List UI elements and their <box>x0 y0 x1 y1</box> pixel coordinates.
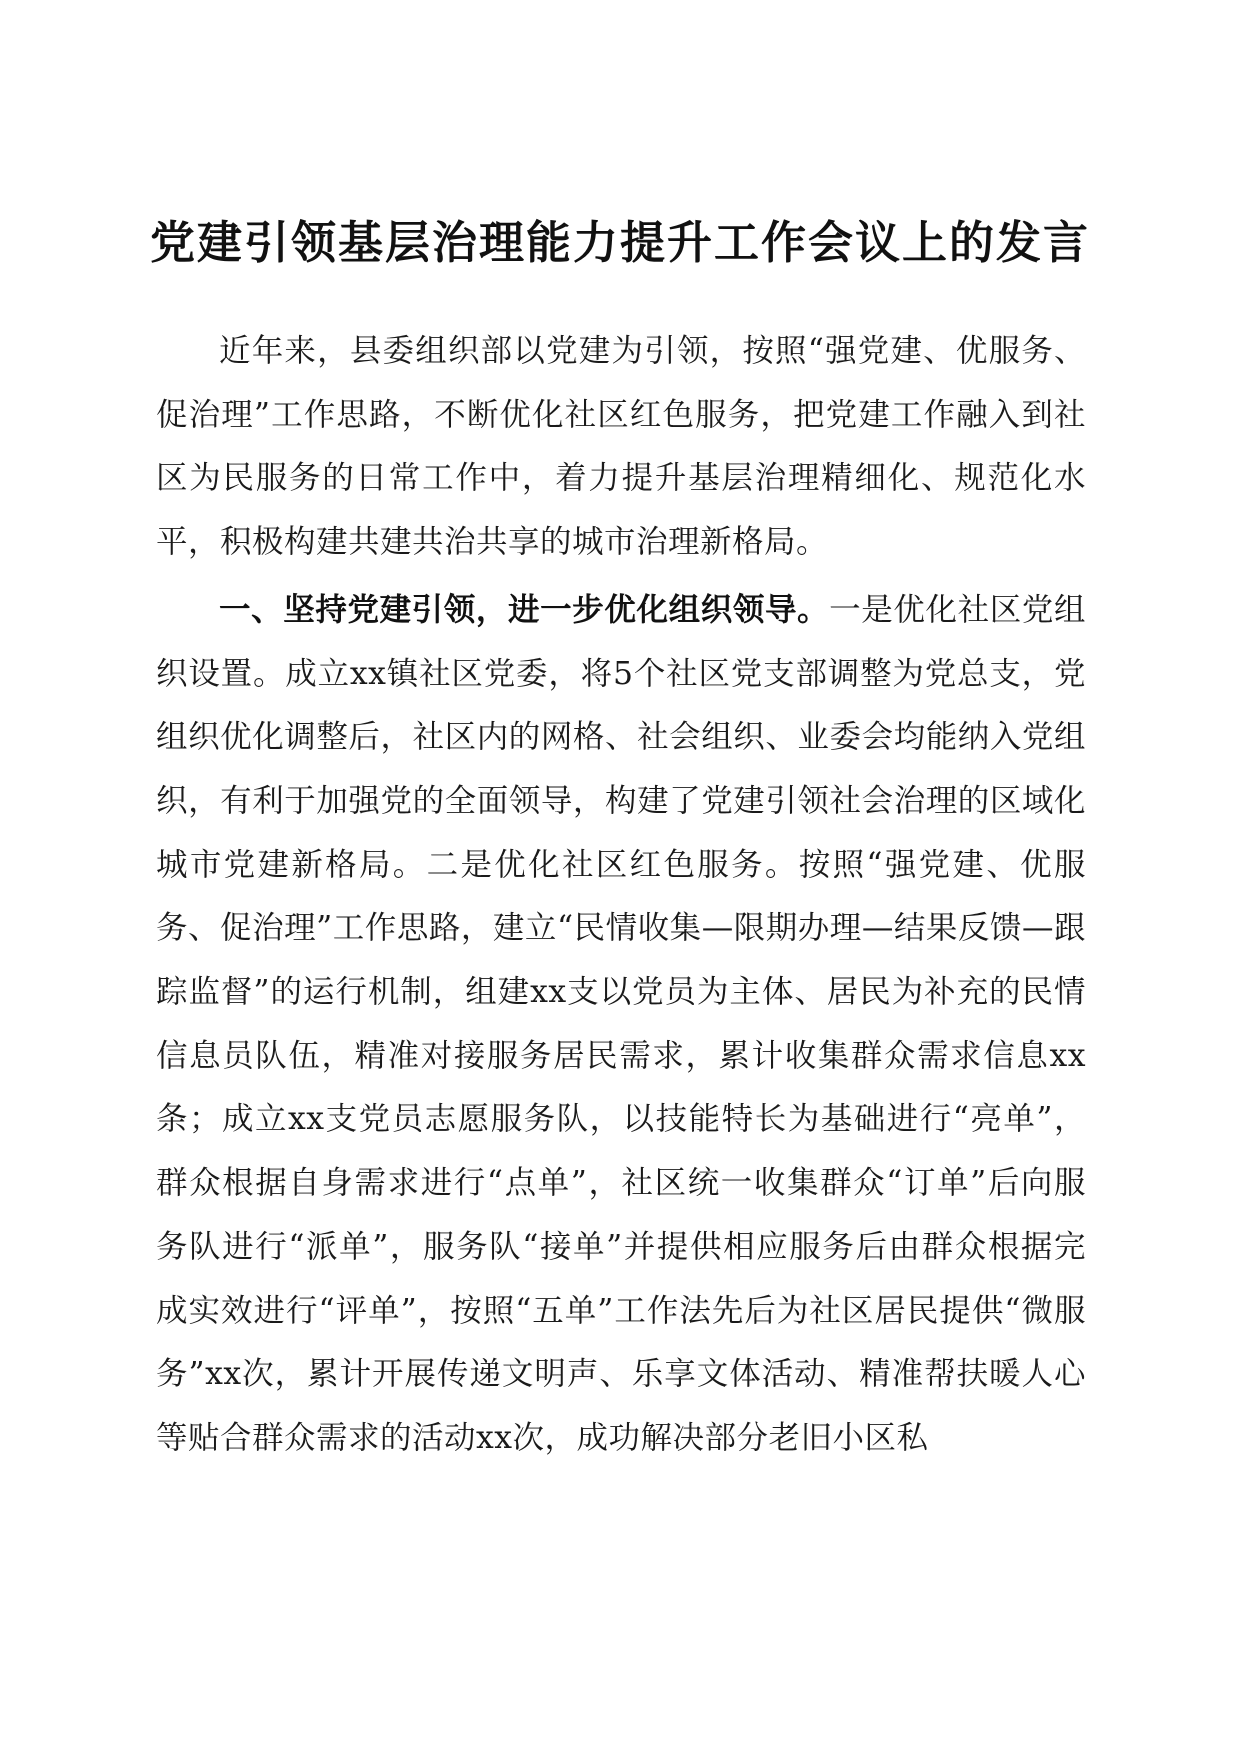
section-1-body: 一是优化社区党组织设置。成立xx镇社区党委，将5个社区党支部调整为党总支，党组织优化调整后，社区内的网格、社会组织、业委会均能纳入党组织，有利于加强党的全面领导，构建了党建引领社会治理的区域化城市党建新格局。二是优化社区红色服务。按照“强党建、优服务、促治理”工作思路，建立“民情收集—限期办理—结果反馈—跟踪监督”的运行机制，组建xx支以党员为主体、居民为补充的民情信息员队伍，精准对接服务居民需求，累计收集群众需求信息xx条；成立xx支党员志愿服务队，以技能特长为基础进行“亮单”，群众根据自身需求进行“点单”，社区统一收集群众“订单”后向服务队进行“派单”，服务队“接单”并提供相应服务后由群众根据完成实效进行“评单”，按照“五单”工作法先后为社区居民提供“微服务”xx次，累计开展传递文明声、乐享文体活动、精准帮扶暖人心等贴合群众需求的活动xx次，成功解决部分老旧小区私 <box>156 591 1086 1456</box>
intro-paragraph: 近年来，县委组织部以党建为引领，按照“强党建、优服务、促治理”工作思路，不断优化社区红色服务，把党建工作融入到社区为民服务的日常工作中，着力提升基层治理精细化、规范化水平，积极构建共建共治共享的城市治理新格局。 <box>156 333 1086 561</box>
document-body <box>156 320 1086 1471</box>
document-title: 党建引领基层治理能力提升工作会议上的发言 <box>150 216 1091 269</box>
section-1-heading: 一、坚持党建引领，进一步优化组织领导。 <box>219 591 830 628</box>
section-1-paragraph <box>156 579 1086 1471</box>
